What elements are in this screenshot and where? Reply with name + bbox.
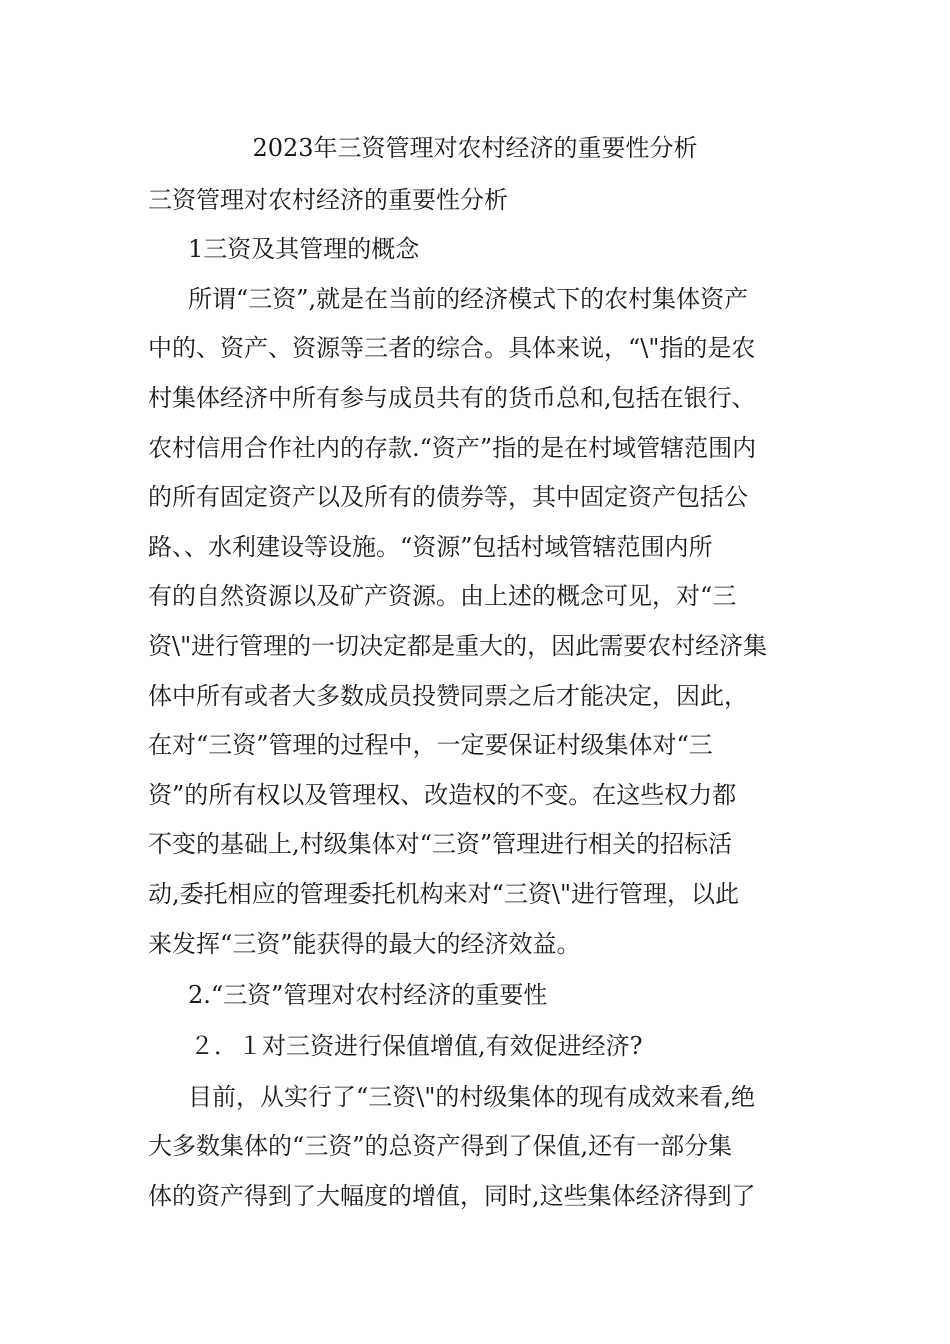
paragraph-line: 动,委托相应的管理委托机构来对“三资\"进行管理，以此	[148, 880, 740, 908]
paragraph-line: 有的自然资源以及矿产资源。由上述的概念可见，对“三	[148, 582, 737, 610]
paragraph-line: 来发挥“三资”能获得的最大的经济效益。	[148, 930, 581, 958]
paragraph-line: 的所有固定资产以及所有的债券等，其中固定资产包括公	[148, 483, 748, 511]
section-2-1-heading: ２．１对三资进行保值增值,有效促进经济?	[190, 1032, 643, 1060]
paragraph-line: 农村信用合作社内的存款.“资产”指的是在村域管辖范围内	[148, 434, 757, 462]
paragraph-line: 资”的所有权以及管理权、改造权的不变。在这些权力都	[148, 781, 737, 809]
document-title: 2023年三资管理对农村经济的重要性分析	[252, 134, 698, 162]
paragraph-line: 大多数集体的“三资”的总资产得到了保值,还有一部分集	[148, 1132, 733, 1160]
section-1-heading: 1三资及其管理的概念	[188, 235, 420, 263]
paragraph-line: 中的、资产、资源等三者的综合。具体来说，“\"指的是农	[148, 334, 756, 362]
paragraph-line: 村集体经济中所有参与成员共有的货币总和,包括在银行、	[148, 384, 756, 412]
paragraph-line: 所谓“三资”,就是在当前的经济模式下的农村集体资产	[188, 285, 749, 313]
paragraph-line: 在对“三资”管理的过程中，一定要保证村级集体对“三	[148, 731, 713, 759]
paragraph-line: 不变的基础上,村级集体对“三资”管理进行相关的招标活	[148, 830, 733, 858]
subtitle: 三资管理对农村经济的重要性分析	[148, 186, 508, 214]
paragraph-line: 体的资产得到了大幅度的增值，同时,这些集体经济得到了	[148, 1182, 756, 1210]
paragraph-line: 体中所有或者大多数成员投赞同票之后才能决定，因此，	[148, 682, 748, 710]
paragraph-line: 路、、水利建设等设施。“资源”包括村域管辖范围内所	[148, 533, 713, 561]
paragraph-line: 目前，从实行了“三资\"的村级集体的现有成效来看,绝	[188, 1083, 756, 1111]
paragraph-line: 资\"进行管理的一切决定都是重大的，因此需要农村经济集	[148, 632, 768, 660]
section-2-heading: 2.“三资”管理对农村经济的重要性	[188, 981, 548, 1009]
